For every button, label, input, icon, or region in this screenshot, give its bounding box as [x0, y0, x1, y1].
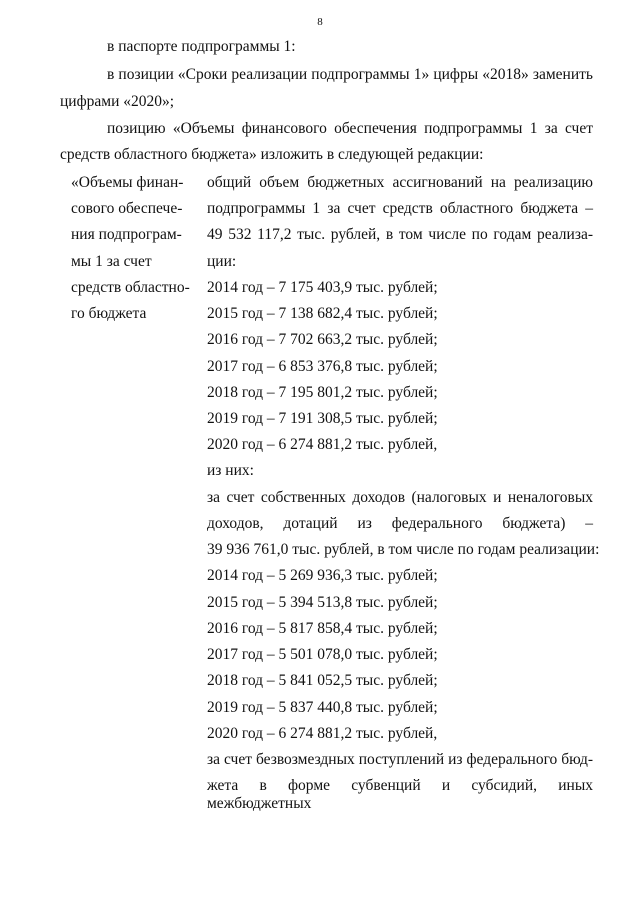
own-income-year-line: 2016 год – 5 817 858,4 тыс. рублей; — [207, 620, 438, 637]
left-col-line: средств областно- — [71, 279, 190, 296]
intro-line-4: позицию «Объемы финансового обеспечения подпрограммы 1 за счет — [107, 120, 593, 137]
federal-line: жета в форме субвенций и субсидий, иных межбюджетных — [207, 777, 593, 812]
own-income-year-line: 2018 год – 5 841 052,5 тыс. рублей; — [207, 672, 438, 689]
total-year-line: 2014 год – 7 175 403,9 тыс. рублей; — [207, 279, 438, 296]
left-col-line: «Объемы финан- — [71, 174, 184, 191]
own-income-line: 39 936 761,0 тыс. рублей, в том числе по годам реализации: — [207, 541, 600, 558]
own-income-year-line: 2020 год – 6 274 881,2 тыс. рублей, — [207, 725, 438, 742]
own-income-year-line: 2015 год – 5 394 513,8 тыс. рублей; — [207, 594, 438, 611]
own-income-line: за счет собственных доходов (налоговых и неналоговых — [207, 489, 593, 506]
of-them-label: из них: — [207, 462, 254, 479]
left-col-line: мы 1 за счет — [71, 253, 152, 270]
total-year-line: 2020 год – 6 274 881,2 тыс. рублей, — [207, 436, 438, 453]
federal-line: за счет безвозмездных поступлений из федерального бюд- — [207, 751, 593, 768]
own-income-line: доходов, дотаций из федерального бюджета) – — [207, 515, 593, 532]
left-col-line: го бюджета — [71, 305, 147, 322]
own-income-year-line: 2019 год – 5 837 440,8 тыс. рублей; — [207, 699, 438, 716]
total-line: 49 532 117,2 тыс. рублей, в том числе по годам реализа- — [207, 226, 593, 243]
total-year-line: 2017 год – 6 853 376,8 тыс. рублей; — [207, 358, 438, 375]
page-number: 8 — [317, 16, 323, 28]
own-income-year-line: 2017 год – 5 501 078,0 тыс. рублей; — [207, 646, 438, 663]
left-col-line: сового обеспече- — [71, 200, 183, 217]
total-year-line: 2015 год – 7 138 682,4 тыс. рублей; — [207, 305, 438, 322]
total-year-line: 2016 год – 7 702 663,2 тыс. рублей; — [207, 331, 438, 348]
left-col-line: ния подпрограм- — [71, 226, 182, 243]
intro-line-3: цифрами «2020»; — [60, 93, 175, 110]
own-income-year-line: 2014 год – 5 269 936,3 тыс. рублей; — [207, 567, 438, 584]
total-line: ции: — [207, 253, 237, 270]
total-line: подпрограммы 1 за счет средств областного бюджета – — [207, 200, 593, 217]
total-year-line: 2019 год – 7 191 308,5 тыс. рублей; — [207, 410, 438, 427]
intro-line-2: в позиции «Сроки реализации подпрограммы 1» цифры «2018» заменить — [107, 66, 593, 83]
intro-line-5: средств областного бюджета» изложить в следующей редакции: — [60, 146, 484, 163]
intro-line-1: в паспорте подпрограммы 1: — [107, 38, 296, 55]
total-year-line: 2018 год – 7 195 801,2 тыс. рублей; — [207, 384, 438, 401]
total-line: общий объем бюджетных ассигнований на реализацию — [207, 174, 593, 191]
